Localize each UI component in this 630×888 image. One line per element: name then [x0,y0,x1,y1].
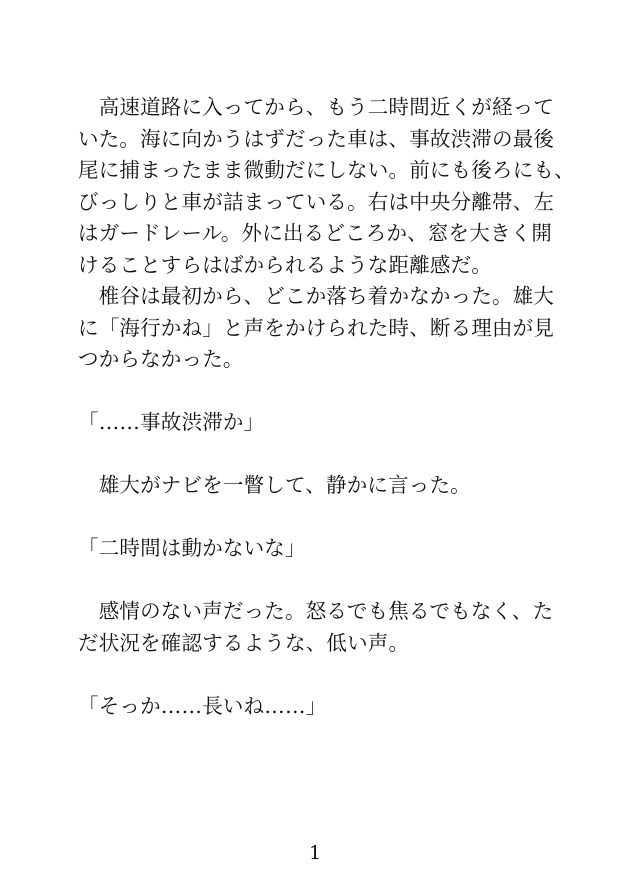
blank-line [78,565,568,597]
dialogue-line-3 [78,691,568,723]
body-text [78,92,575,722]
text-line: に「海行かね」と声をかけられた時、断る理由が見 [78,315,555,340]
paragraph-4 [78,596,568,659]
text-line: 尾に捕まったまま微動だにしない。前にも後ろにも、 [78,158,575,182]
blank-line [78,502,568,534]
paragraph-2 [78,281,568,376]
text-line: 「……事故渋滞か」 [78,410,265,434]
dialogue-line-1 [78,407,568,439]
text-line: 感情のない声だった。怒るでも焦るでもなく、た [78,599,554,623]
page-number: 1 [308,842,322,864]
text-line: 「そっか……長いね……」 [78,693,327,718]
blank-line [78,376,568,408]
paragraph-3 [78,470,568,502]
text-line: けることすらはばかられるような距離感だ。 [78,252,492,277]
text-line: はガードレール。外に出るどころか、窓を大きく開 [78,221,553,245]
text-line: いた。海に向かうはずだった車は、事故渋滞の最後 [78,126,555,151]
text-line: 椎谷は最初から、どこか落ち着かなかった。雄大 [78,284,555,308]
text-line: 雄大がナビを一瞥して、静かに言った。 [78,473,471,497]
blank-line [78,439,568,471]
text-line: びっしりと車が詰まっている。右は中央分離帯、左 [78,189,555,214]
paragraph-1 [78,92,575,281]
dialogue-line-2 [78,533,568,565]
text-line: つからなかった。 [78,347,244,371]
text-line: だ状況を確認するような、低い声。 [78,630,410,655]
text-line: 「二時間は動かないな」 [78,536,306,560]
text-line: 高速道路に入ってから、もう二時間近くが経って [78,95,555,119]
blank-line [78,659,568,691]
